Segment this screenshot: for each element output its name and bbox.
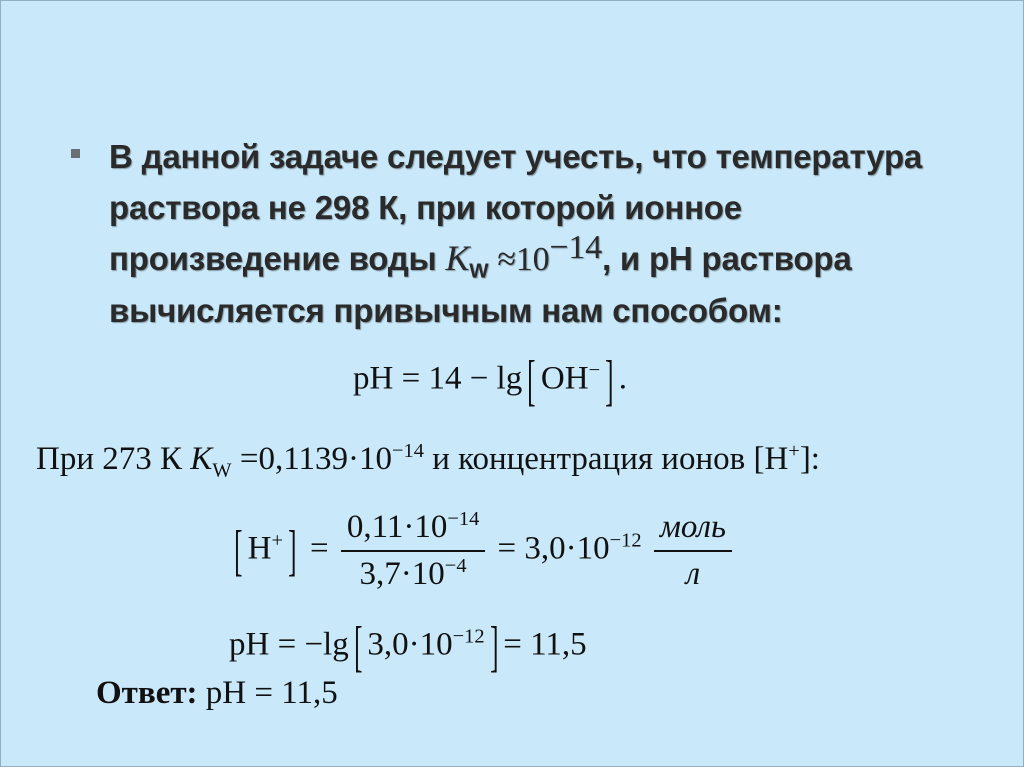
result-exponent: −12 xyxy=(609,529,642,552)
bullet-line-2: раствора не 298 К, при которой ионное xyxy=(109,189,742,226)
bullet-item xyxy=(71,131,971,336)
kw-subscript: W xyxy=(212,459,232,482)
unit-numerator: моль xyxy=(654,509,732,552)
answer-line xyxy=(96,675,338,712)
answer-value: pH = 11,5 xyxy=(197,675,338,711)
left-bracket-icon: [ xyxy=(234,520,243,582)
text-fragment: произведение воды xyxy=(109,240,446,277)
kw-value: =0,1139·10 xyxy=(231,441,392,477)
fraction-denominator xyxy=(341,552,485,593)
eq-inner-exponent: −12 xyxy=(452,625,485,648)
fraction-numerator xyxy=(341,509,485,552)
right-bracket-icon: ] xyxy=(605,350,614,412)
bullet-square-icon xyxy=(71,149,80,158)
fraction xyxy=(341,509,485,593)
bullet-text xyxy=(109,131,971,336)
eq-inner: 3,0·10 xyxy=(367,626,453,663)
eq-inner: OH xyxy=(540,360,589,397)
denominator-value: 3,7·10 xyxy=(359,556,445,592)
eq-lhs: H xyxy=(247,530,272,567)
left-bracket-icon: [ xyxy=(353,616,363,678)
text-fragment: ]: xyxy=(799,441,820,477)
eq-lhs-sup: + xyxy=(271,529,284,552)
approx-value: ≈10 xyxy=(497,241,550,278)
equals-sign: = xyxy=(309,530,329,567)
kw-subscript: W xyxy=(469,259,489,283)
right-bracket-icon: ] xyxy=(489,616,499,678)
numerator-value: 0,11·10 xyxy=(346,509,448,545)
left-bracket-icon: [ xyxy=(527,350,536,412)
exponent: −14 xyxy=(391,440,424,462)
unit-fraction xyxy=(654,509,732,593)
eq-lhs: pH = 14 − lg xyxy=(353,360,523,397)
answer-label: Ответ: xyxy=(96,675,198,711)
equation-ph-result xyxy=(229,616,587,678)
bullet-line-3 xyxy=(109,229,971,285)
exponent: −14 xyxy=(549,229,602,266)
text-fragment: и концентрация ионов [H xyxy=(423,441,789,477)
eq-rhs: = 11,5 xyxy=(503,626,587,663)
eq-inner-sup: − xyxy=(588,359,601,382)
unit-denominator: л xyxy=(685,556,701,592)
kw-at-273-line xyxy=(36,440,820,482)
kw-symbol: K xyxy=(445,238,470,278)
text-fragment: При 273 К xyxy=(36,441,191,477)
numerator-exponent: −14 xyxy=(447,508,480,530)
result-value: = 3,0·10 xyxy=(497,530,610,567)
denominator-exponent: −4 xyxy=(444,555,467,577)
ion-charge: + xyxy=(788,440,800,462)
text-fragment: , и pH раствора xyxy=(601,240,852,277)
eq-tail: . xyxy=(618,360,627,397)
bullet-line-1: В данной задаче следует учесть, что температура xyxy=(109,138,923,175)
right-bracket-icon: ] xyxy=(288,520,297,582)
equation-ph-from-oh xyxy=(353,350,627,412)
equation-h-concentration xyxy=(229,509,736,593)
eq-lhs: pH = −lg xyxy=(229,626,349,663)
kw-symbol: K xyxy=(190,441,213,477)
bullet-line-4: вычисляется привычным нам способом: xyxy=(109,292,783,329)
